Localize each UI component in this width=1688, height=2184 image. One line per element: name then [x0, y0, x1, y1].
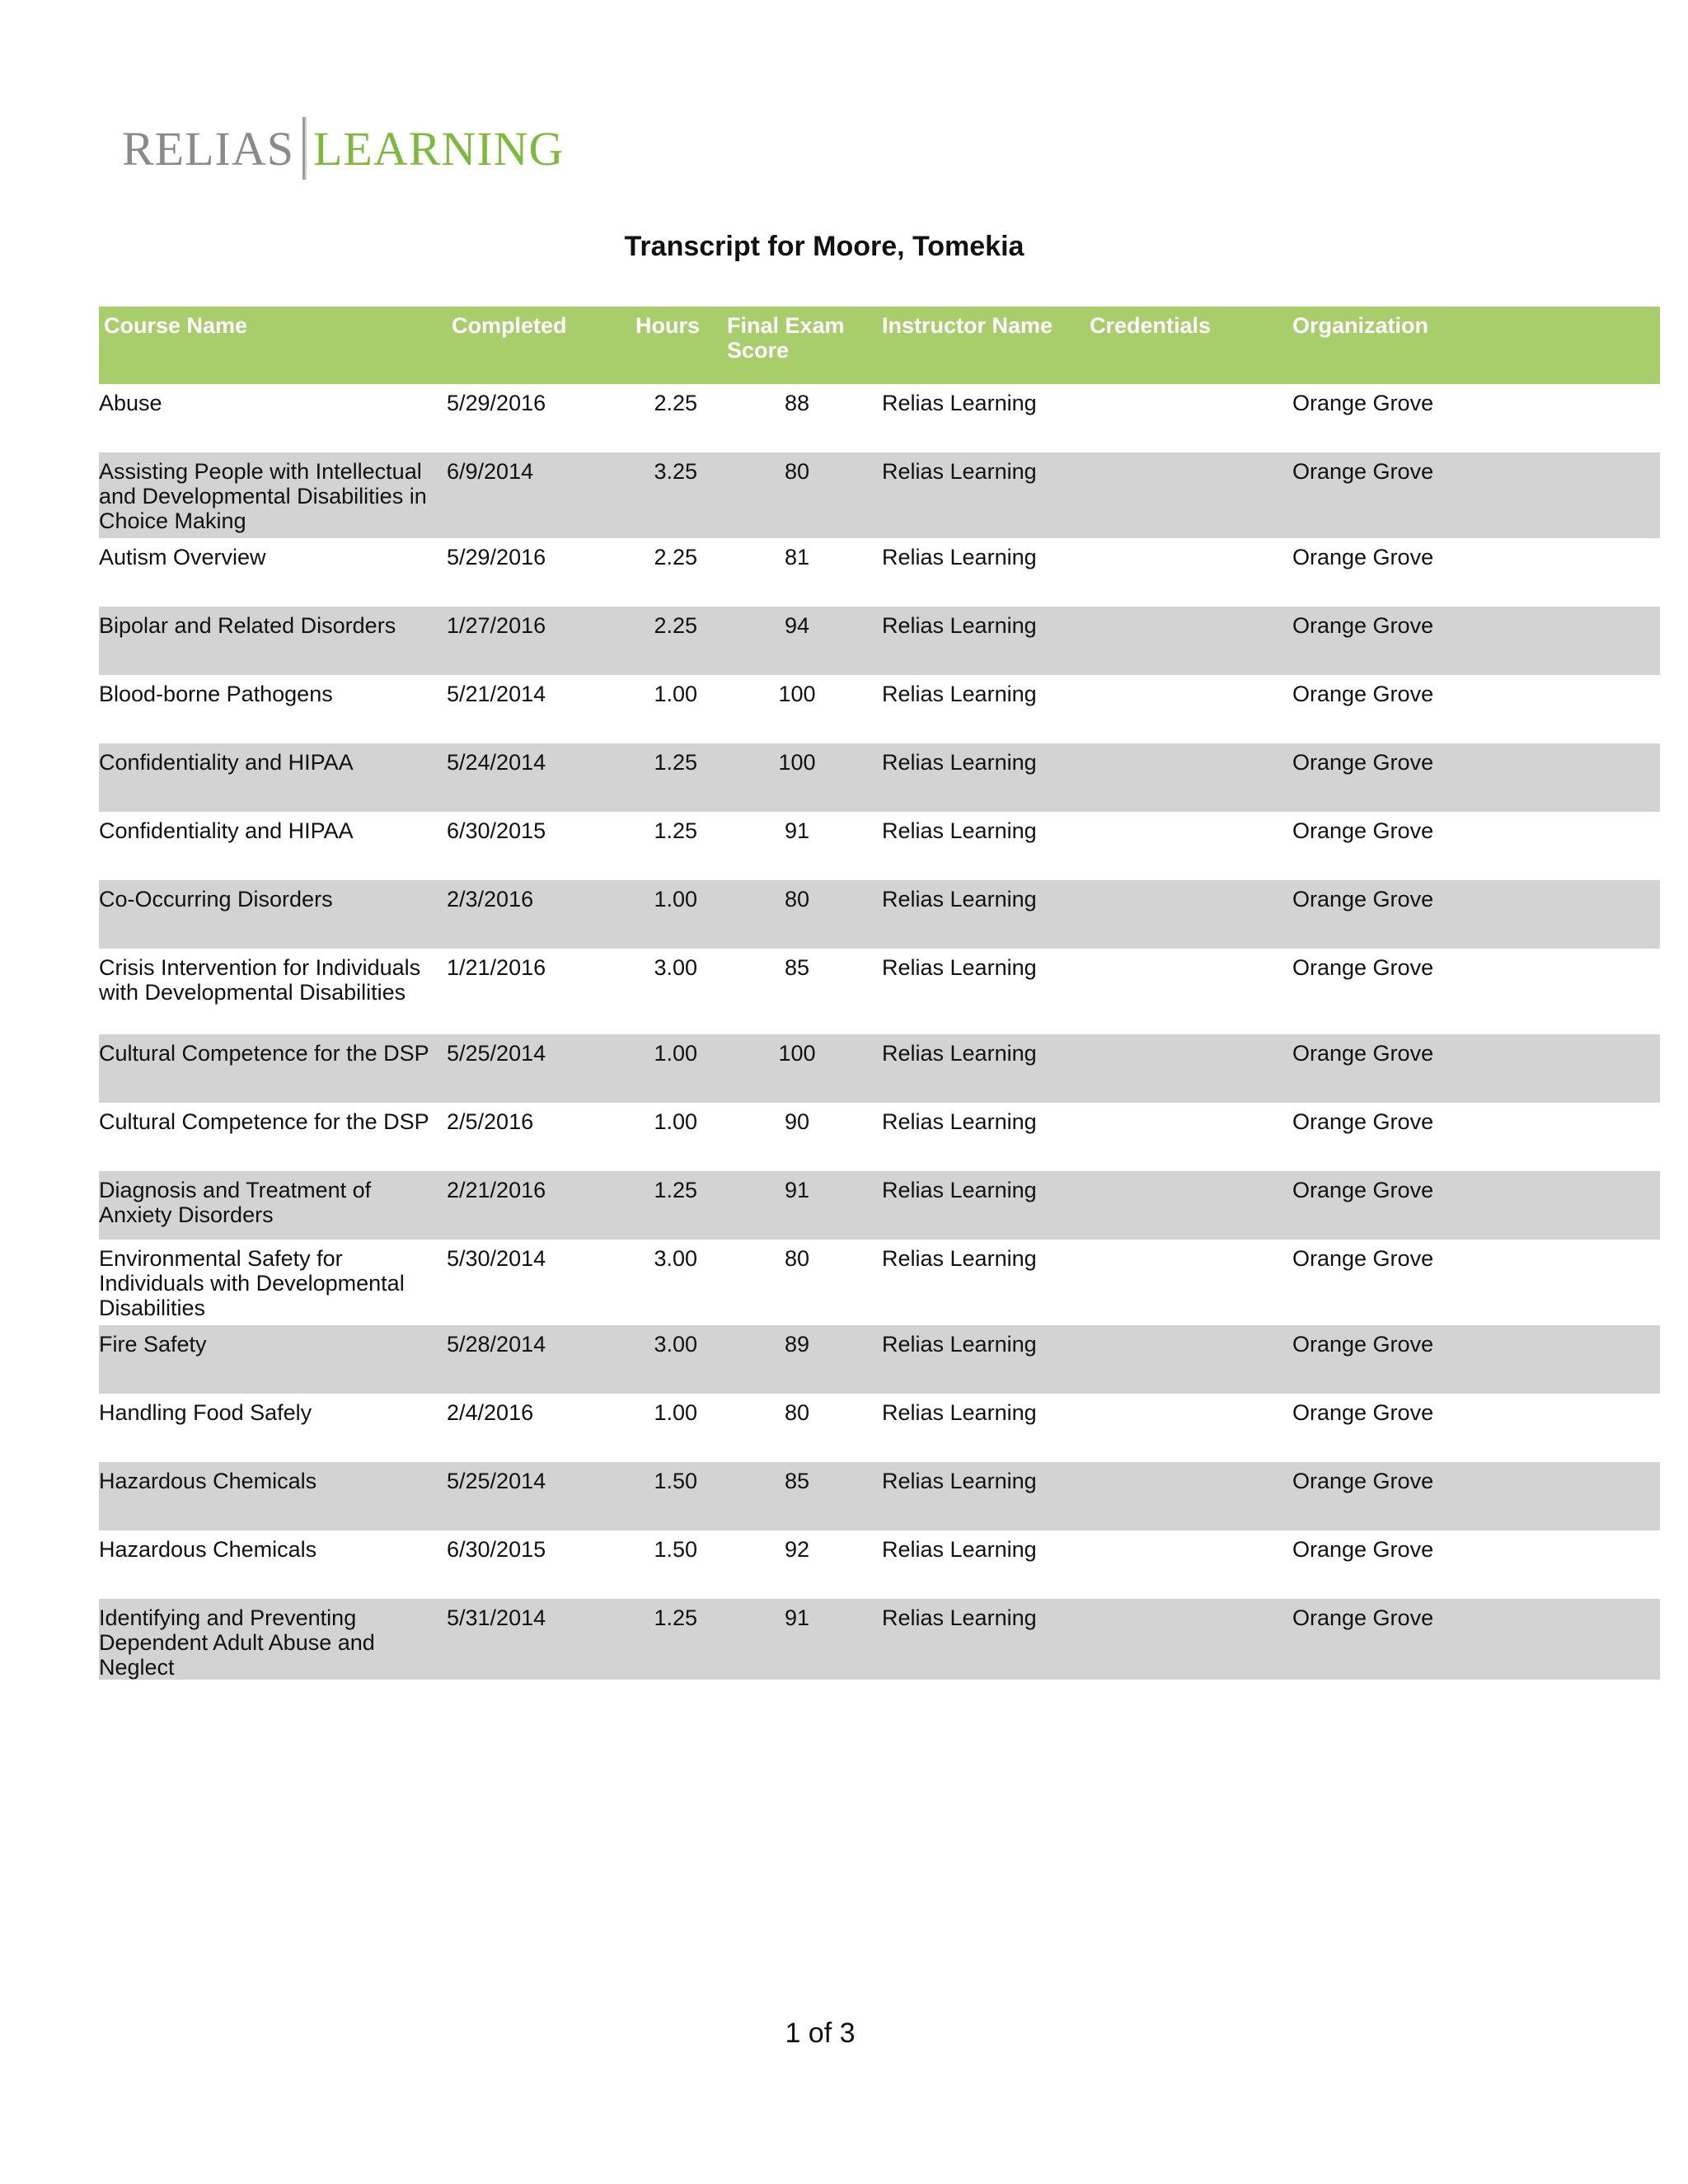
cell-organization: Orange Grove — [1292, 545, 1434, 569]
cell-instructor-name: Relias Learning — [882, 955, 1037, 980]
cell-final-exam-score: 80 — [722, 452, 872, 538]
cell-course-name: Abuse — [99, 391, 162, 415]
cell-completed: 5/29/2016 — [447, 391, 546, 415]
cell-instructor-name: Relias Learning — [882, 391, 1037, 415]
cell-credentials — [1085, 1599, 1292, 1680]
logo-learning-text: LEARNING — [313, 121, 565, 176]
table-row — [99, 538, 1660, 607]
cell-course-name: Assisting People with Intellectual and Developmental Disabilities in Choice Making — [99, 452, 447, 538]
page-indicator: 1 of 3 — [785, 2018, 856, 2049]
cell-organization: Orange Grove — [1292, 1034, 1660, 1103]
cell-credentials — [1085, 384, 1292, 452]
cell-final-exam-score: 92 — [784, 1537, 810, 1562]
table-row — [99, 607, 1660, 675]
cell-completed: 5/30/2014 — [447, 1246, 546, 1271]
cell-hours: 3.00 — [613, 1325, 722, 1394]
cell-instructor-name: Relias Learning — [872, 880, 1085, 949]
cell-completed: 5/25/2014 — [447, 1462, 613, 1530]
cell-credentials — [1085, 743, 1292, 812]
table-row — [99, 1599, 1660, 1680]
cell-hours: 1.00 — [654, 682, 697, 706]
cell-instructor-name: Relias Learning — [872, 1325, 1085, 1394]
cell-credentials — [1085, 607, 1292, 675]
cell-final-exam-score: 85 — [784, 955, 810, 980]
cell-instructor-name: Relias Learning — [872, 452, 1085, 538]
cell-hours: 3.00 — [654, 955, 697, 980]
cell-credentials — [1085, 1530, 1292, 1599]
logo-divider — [302, 117, 307, 180]
table-header-row — [99, 307, 1660, 384]
table-row — [99, 1530, 1660, 1599]
table-row — [99, 452, 1660, 538]
logo-relias-text: RELIAS — [122, 121, 294, 176]
header-credentials: Credentials — [1085, 307, 1292, 384]
cell-completed: 2/3/2016 — [447, 880, 613, 949]
table-row — [99, 675, 1660, 743]
cell-course-name: Autism Overview — [99, 545, 266, 569]
cell-hours: 1.00 — [654, 1109, 697, 1134]
cell-instructor-name: Relias Learning — [872, 1462, 1085, 1530]
cell-final-exam-score: 80 — [722, 880, 872, 949]
header-instructor-name: Instructor Name — [872, 307, 1085, 384]
cell-hours: 1.25 — [613, 1599, 722, 1680]
cell-hours: 2.25 — [654, 391, 697, 415]
cell-hours: 1.00 — [654, 1400, 697, 1425]
cell-completed: 5/28/2014 — [447, 1325, 613, 1394]
header-course-name: Course Name — [99, 307, 447, 384]
cell-instructor-name: Relias Learning — [882, 1400, 1037, 1425]
cell-completed: 5/21/2014 — [447, 682, 546, 706]
table-row — [99, 1462, 1660, 1530]
cell-credentials — [1085, 949, 1292, 1034]
cell-organization: Orange Grove — [1292, 880, 1660, 949]
transcript-table — [99, 307, 1660, 1680]
cell-final-exam-score: 80 — [784, 1400, 810, 1425]
cell-final-exam-score: 80 — [784, 1246, 810, 1271]
header-completed: Completed — [447, 307, 613, 384]
cell-organization: Orange Grove — [1292, 1109, 1434, 1134]
cell-instructor-name: Relias Learning — [872, 743, 1085, 812]
cell-completed: 1/27/2016 — [447, 607, 613, 675]
cell-completed: 5/29/2016 — [447, 545, 546, 569]
table-body — [99, 384, 1660, 1680]
cell-credentials — [1085, 1171, 1292, 1240]
header-final-exam-score: Final Exam Score — [722, 307, 872, 384]
cell-course-name: Hazardous Chemicals — [99, 1462, 447, 1530]
table-row — [99, 1171, 1660, 1240]
cell-instructor-name: Relias Learning — [872, 1171, 1085, 1240]
cell-final-exam-score: 100 — [722, 743, 872, 812]
cell-completed: 6/9/2014 — [447, 452, 613, 538]
cell-credentials — [1085, 1394, 1292, 1462]
cell-organization: Orange Grove — [1292, 1537, 1434, 1562]
cell-final-exam-score: 100 — [722, 1034, 872, 1103]
cell-instructor-name: Relias Learning — [872, 1599, 1085, 1680]
cell-credentials — [1085, 1034, 1292, 1103]
cell-organization: Orange Grove — [1292, 743, 1660, 812]
cell-final-exam-score: 91 — [784, 818, 810, 843]
cell-hours: 2.25 — [654, 545, 697, 569]
cell-completed: 6/30/2015 — [447, 1537, 546, 1562]
cell-course-name: Handling Food Safely — [99, 1400, 312, 1425]
table-row — [99, 1034, 1660, 1103]
cell-completed: 1/21/2016 — [447, 955, 546, 980]
table-row — [99, 949, 1660, 1034]
cell-organization: Orange Grove — [1292, 1599, 1660, 1680]
cell-hours: 1.00 — [613, 880, 722, 949]
cell-course-name: Identifying and Preventing Dependent Adult Abuse and Neglect — [99, 1599, 447, 1680]
cell-hours: 1.25 — [654, 818, 697, 843]
cell-organization: Orange Grove — [1292, 1400, 1434, 1425]
cell-organization: Orange Grove — [1292, 955, 1434, 980]
cell-credentials — [1085, 1325, 1292, 1394]
cell-course-name: Cultural Competence for the DSP — [99, 1034, 447, 1103]
table-row — [99, 1394, 1660, 1462]
cell-completed: 6/30/2015 — [447, 818, 546, 843]
cell-organization: Orange Grove — [1292, 1246, 1434, 1271]
cell-final-exam-score: 100 — [778, 682, 816, 706]
table-row — [99, 880, 1660, 949]
cell-course-name: Bipolar and Related Disorders — [99, 607, 447, 675]
cell-instructor-name: Relias Learning — [882, 1246, 1037, 1271]
cell-credentials — [1085, 1103, 1292, 1171]
cell-hours: 1.50 — [613, 1462, 722, 1530]
page-title: Transcript for Moore, Tomekia — [624, 231, 1025, 262]
cell-organization: Orange Grove — [1292, 1325, 1660, 1394]
cell-final-exam-score: 91 — [722, 1171, 872, 1240]
cell-final-exam-score: 90 — [784, 1109, 810, 1134]
cell-organization: Orange Grove — [1292, 607, 1660, 675]
cell-organization: Orange Grove — [1292, 818, 1434, 843]
cell-course-name: Environmental Safety for Individuals with Developmental Disabilities — [99, 1246, 405, 1320]
cell-instructor-name: Relias Learning — [882, 818, 1037, 843]
cell-course-name: Fire Safety — [99, 1325, 447, 1394]
table-row — [99, 1240, 1660, 1325]
cell-completed: 2/5/2016 — [447, 1109, 534, 1134]
cell-instructor-name: Relias Learning — [882, 682, 1037, 706]
cell-organization: Orange Grove — [1292, 1171, 1660, 1240]
cell-credentials — [1085, 880, 1292, 949]
cell-course-name: Crisis Intervention for Individuals with Developmental Disabilities — [99, 955, 421, 1005]
cell-final-exam-score: 88 — [784, 391, 810, 415]
cell-credentials — [1085, 1240, 1292, 1325]
cell-credentials — [1085, 1462, 1292, 1530]
cell-final-exam-score: 85 — [722, 1462, 872, 1530]
cell-credentials — [1085, 452, 1292, 538]
cell-hours: 1.25 — [613, 743, 722, 812]
cell-instructor-name: Relias Learning — [882, 1537, 1037, 1562]
cell-credentials — [1085, 812, 1292, 880]
table-row — [99, 1325, 1660, 1394]
cell-organization: Orange Grove — [1292, 1462, 1660, 1530]
cell-organization: Orange Grove — [1292, 682, 1434, 706]
cell-completed: 5/25/2014 — [447, 1034, 613, 1103]
table-row — [99, 812, 1660, 880]
cell-hours: 3.00 — [654, 1246, 697, 1271]
cell-instructor-name: Relias Learning — [882, 545, 1037, 569]
cell-course-name: Blood-borne Pathogens — [99, 682, 333, 706]
cell-completed: 5/31/2014 — [447, 1599, 613, 1680]
cell-final-exam-score: 89 — [722, 1325, 872, 1394]
cell-final-exam-score: 81 — [784, 545, 810, 569]
cell-completed: 2/4/2016 — [447, 1400, 534, 1425]
cell-course-name: Co-Occurring Disorders — [99, 880, 447, 949]
cell-completed: 2/21/2016 — [447, 1171, 613, 1240]
cell-organization: Orange Grove — [1292, 391, 1434, 415]
table-row — [99, 1103, 1660, 1171]
table-row — [99, 384, 1660, 452]
cell-final-exam-score: 91 — [722, 1599, 872, 1680]
table-row — [99, 743, 1660, 812]
cell-course-name: Confidentiality and HIPAA — [99, 743, 447, 812]
cell-course-name: Cultural Competence for the DSP — [99, 1109, 429, 1134]
cell-hours: 1.50 — [654, 1537, 697, 1562]
cell-hours: 1.25 — [613, 1171, 722, 1240]
header-hours: Hours — [613, 307, 722, 384]
cell-instructor-name: Relias Learning — [872, 1034, 1085, 1103]
cell-organization: Orange Grove — [1292, 452, 1660, 538]
cell-instructor-name: Relias Learning — [872, 607, 1085, 675]
cell-course-name: Confidentiality and HIPAA — [99, 818, 354, 843]
cell-final-exam-score: 94 — [722, 607, 872, 675]
cell-instructor-name: Relias Learning — [882, 1109, 1037, 1134]
cell-hours: 2.25 — [613, 607, 722, 675]
header-organization: Organization — [1292, 307, 1660, 384]
cell-credentials — [1085, 538, 1292, 607]
cell-credentials — [1085, 675, 1292, 743]
cell-hours: 3.25 — [613, 452, 722, 538]
cell-completed: 5/24/2014 — [447, 743, 613, 812]
relias-learning-logo — [122, 115, 564, 181]
cell-course-name: Hazardous Chemicals — [99, 1537, 317, 1562]
cell-hours: 1.00 — [613, 1034, 722, 1103]
cell-course-name: Diagnosis and Treatment of Anxiety Disorders — [99, 1171, 447, 1240]
